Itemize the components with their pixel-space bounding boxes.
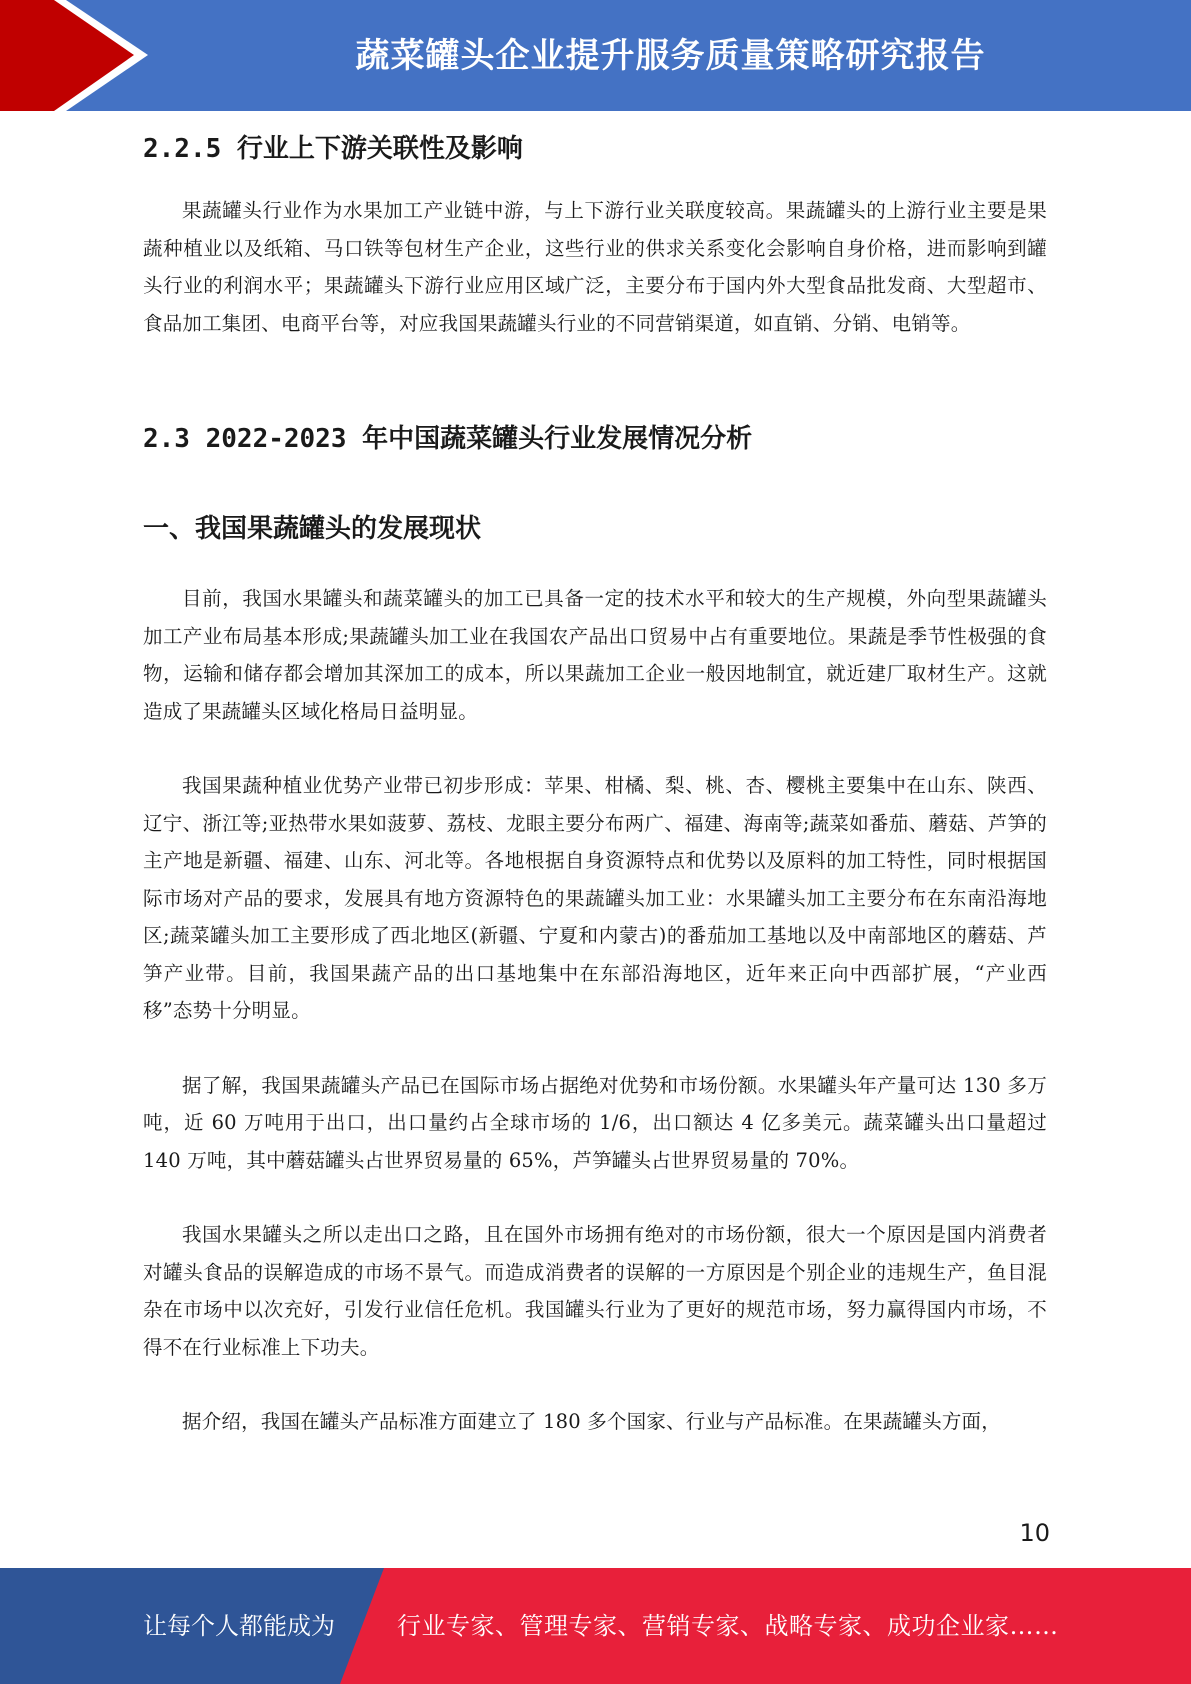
page-footer bbox=[0, 1568, 1191, 1684]
page-content bbox=[143, 126, 1047, 1441]
paragraph: 果蔬罐头行业作为水果加工产业链中游，与上下游行业关联度较高。果蔬罐头的上游行业主要是果蔬种植业以及纸箱、马口铁等包材生产企业，这些行业的供求关系变化会影响自身价格，进而影响到罐头行业的利润水平；果蔬罐头下游行业应用区域广泛，主要分布于国内外大型食品批发商、大型超市、食品加工集团、电商平台等，对应我国果蔬罐头行业的不同营销渠道，如直销、分销、电销等。 bbox=[143, 199, 1047, 335]
paragraph: 据介绍，我国在罐头产品标准方面建立了 180 多个国家、行业与产品标准。在果蔬罐头方面， bbox=[182, 1410, 1001, 1433]
section-heading-1: 一、我国果蔬罐头的发展现状 bbox=[143, 514, 482, 544]
paragraph: 目前，我国水果罐头和蔬菜罐头的加工已具备一定的技术水平和较大的生产规模，外向型果蔬罐头加工产业布局基本形成;果蔬罐头加工业在我国农产品出口贸易中占有重要地位。果蔬是季节性极强的食物，运输和储存都会增加其深加工的成本，所以果蔬加工企业一般因地制宜，就近建厂取材生产。这就造成了果蔬罐头区域化格局日益明显。 bbox=[143, 587, 1047, 723]
footer-slogan-left: 让每个人都能成为 bbox=[143, 1612, 335, 1640]
paragraph: 据了解，我国果蔬罐头产品已在国际市场占据绝对优势和市场份额。水果罐头年产量可达 130 多万吨，近 60 万吨用于出口，出口量约占全球市场的 1/6，出口额达 4 亿多美元。蔬菜罐头出口量超过 140 万吨，其中蘑菇罐头占世界贸易量的 65%，芦笋罐头占世界贸易量的 70%。 bbox=[143, 1073, 1047, 1172]
page-number: 10 bbox=[1019, 1519, 1050, 1547]
footer-slogan-right: 行业专家、管理专家、营销专家、战略专家、成功企业家…… bbox=[397, 1612, 1059, 1640]
section-heading-2-2-5: 2.2.5 行业上下游关联性及影响 bbox=[143, 134, 523, 164]
page-header bbox=[0, 0, 1191, 111]
paragraph: 我国水果罐头之所以走出口之路，且在国外市场拥有绝对的市场份额，很大一个原因是国内消费者对罐头食品的误解造成的市场不景气。而造成消费者的误解的一方原因是个别企业的违规生产，鱼目混杂在市场中以次充好，引发行业信任危机。我国罐头行业为了更好的规范市场，努力赢得国内市场，不得不在行业标准上下功夫。 bbox=[143, 1223, 1047, 1359]
report-title: 蔬菜罐头企业提升服务质量策略研究报告 bbox=[355, 36, 986, 76]
section-heading-2-3: 2.3 2022-2023 年中国蔬菜罐头行业发展情况分析 bbox=[143, 424, 753, 454]
paragraph: 我国果蔬种植业优势产业带已初步形成：苹果、柑橘、梨、桃、杏、樱桃主要集中在山东、陕西、辽宁、浙江等;亚热带水果如菠萝、荔枝、龙眼主要分布两广、福建、海南等;蔬菜如番茄、蘑菇、芦笋的主产地是新疆、福建、山东、河北等。各地根据自身资源特点和优势以及原料的加工特性，同时根据国际市场对产品的要求，发展具有地方资源特色的果蔬罐头加工业：水果罐头加工主要分布在东南沿海地区;蔬菜罐头加工主要形成了西北地区(新疆、宁夏和内蒙古)的番茄加工基地以及中南部地区的蘑菇、芦笋产业带。目前，我国果蔬产品的出口基地集中在东部沿海地区，近年来正向中西部扩展，“产业西移”态势十分明显。 bbox=[143, 774, 1047, 1022]
